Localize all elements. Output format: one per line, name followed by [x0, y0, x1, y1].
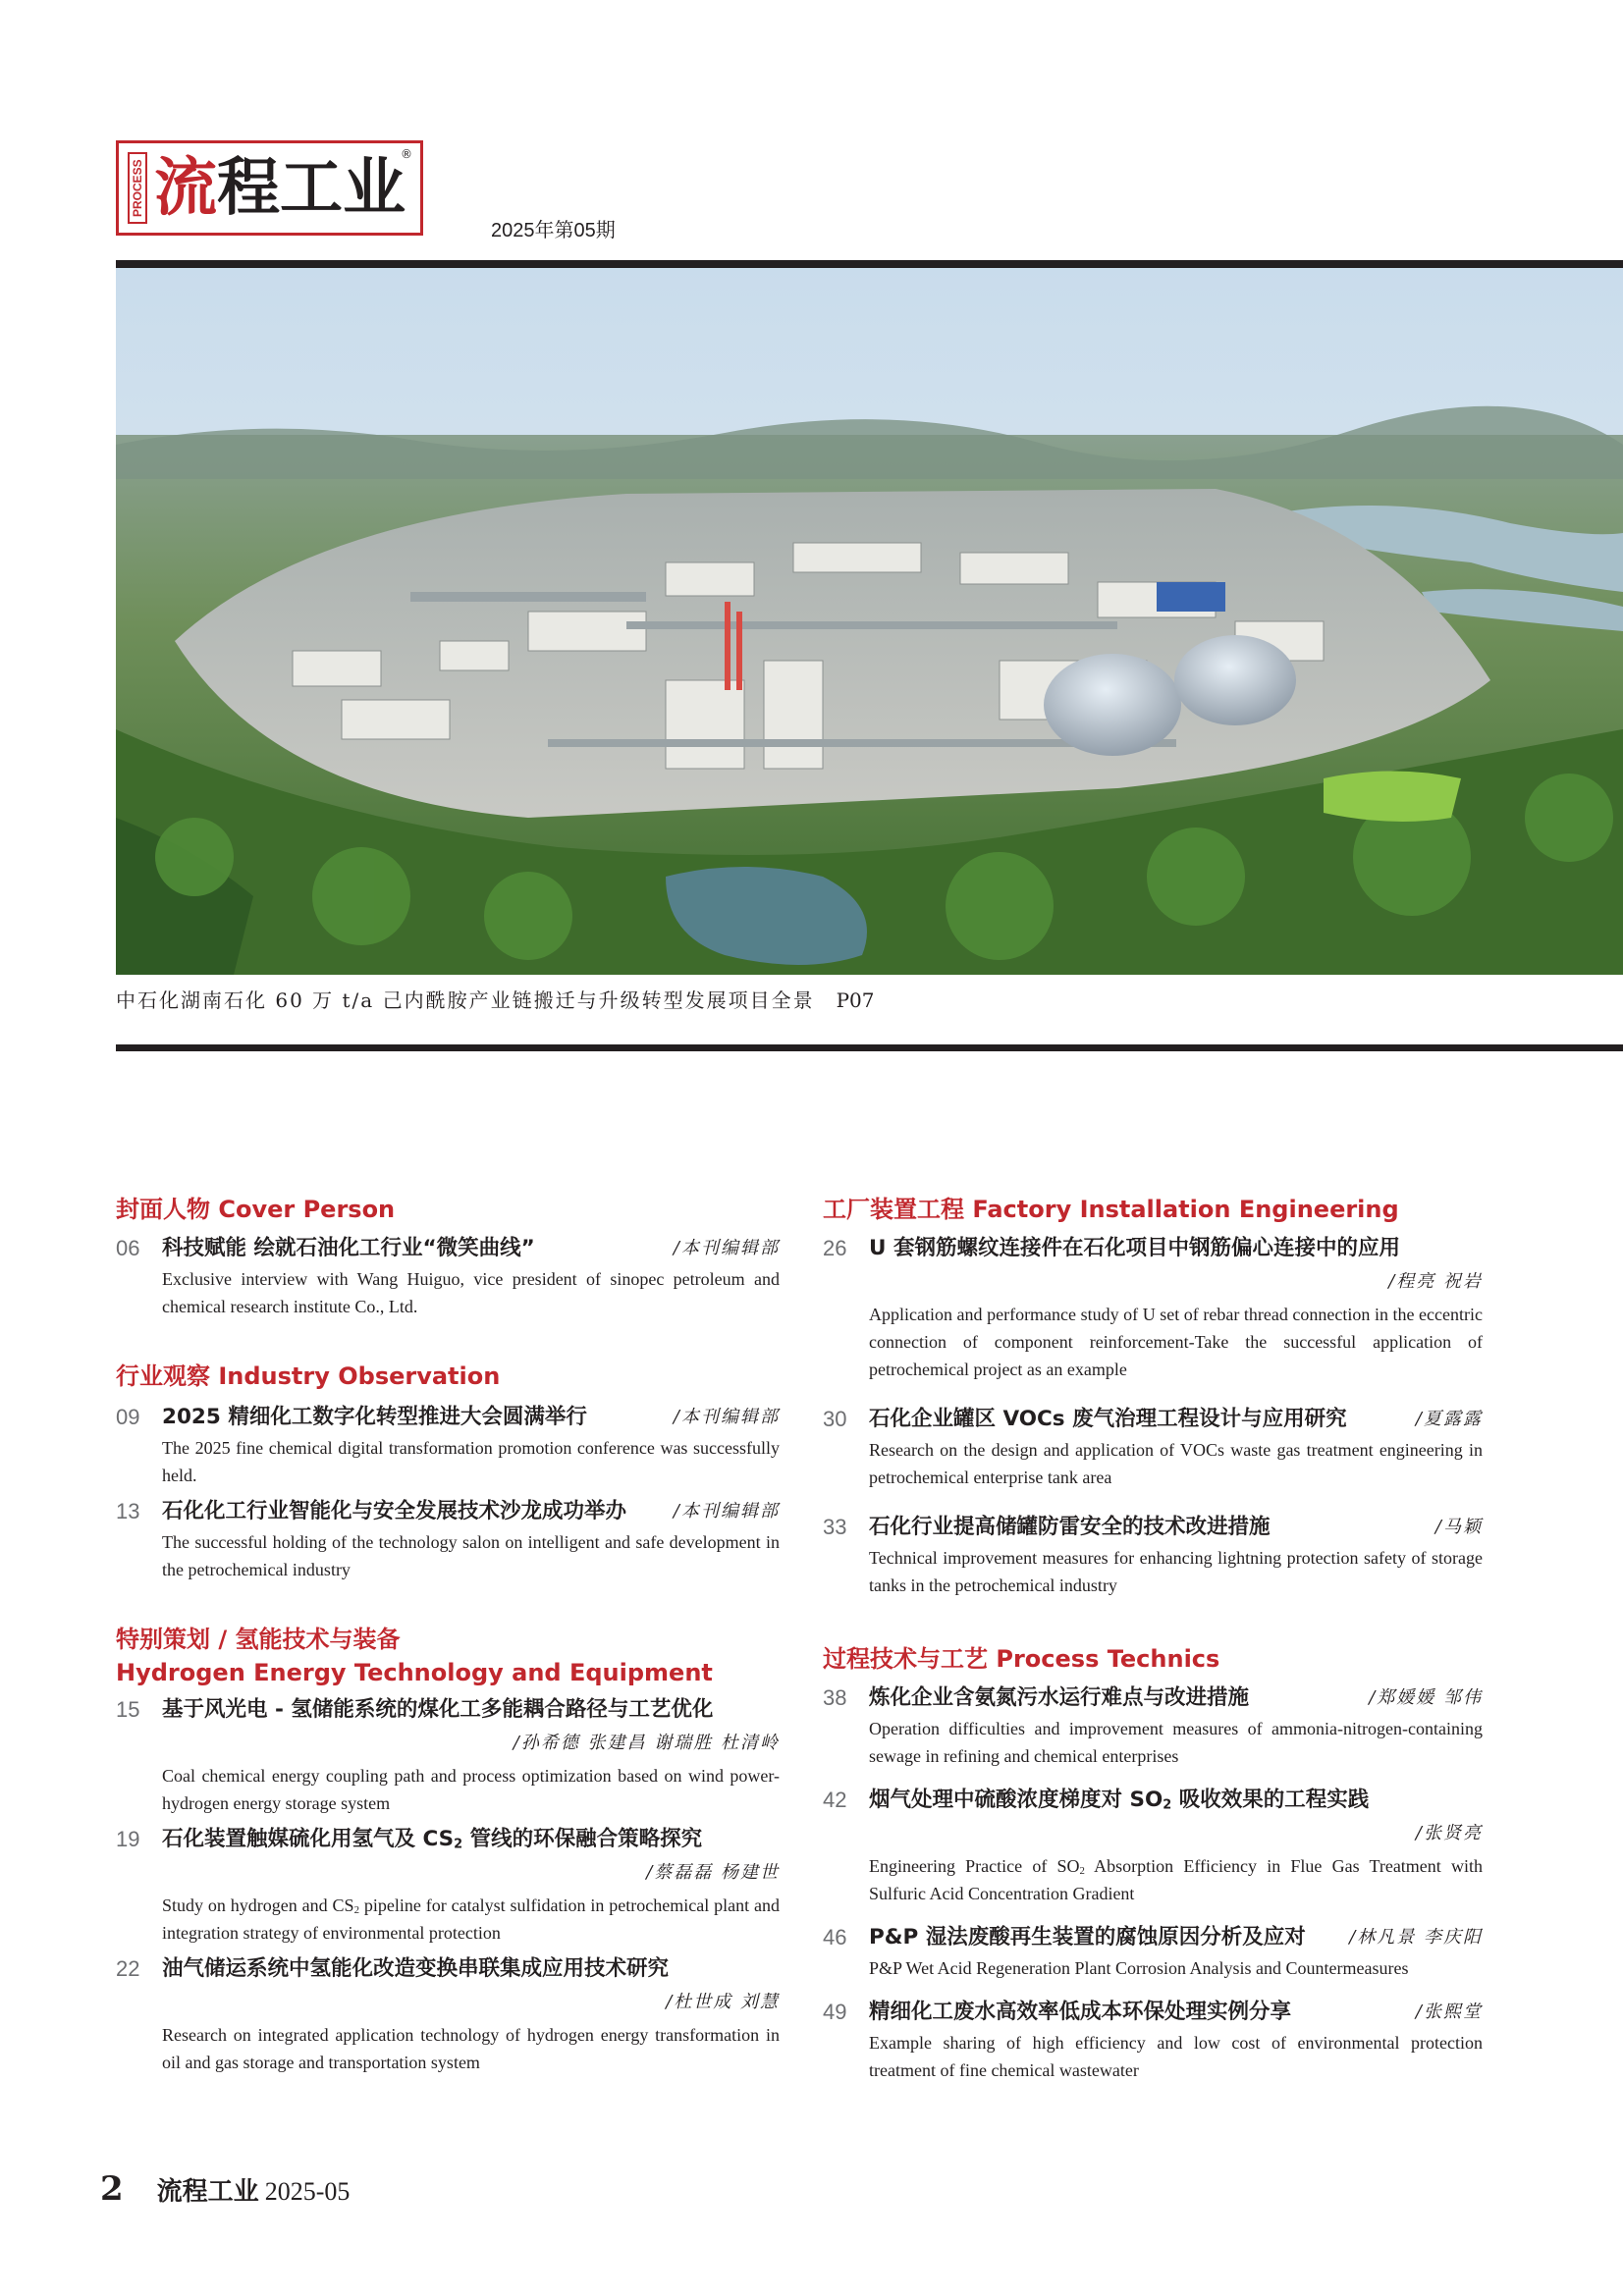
article-author: /程亮 祝岩 [1388, 1271, 1483, 1292]
toc-entry[interactable] [116, 1952, 780, 2076]
registered-mark: ® [401, 147, 412, 161]
cover-caption-page: P07 [836, 988, 875, 1012]
top-rule [116, 260, 1623, 268]
article-english-title: Technical improvement measures for enhancing lightning protection safety of storage tanks in the petrochemical industry [869, 1548, 1483, 1595]
article-author: /杜世成 刘慧 [666, 1992, 780, 2012]
article-english-title: Example sharing of high efficiency and low cost of environmental protection treatment of fine chemical wastewater [869, 2033, 1483, 2080]
page-number: 42 [823, 1788, 847, 1812]
article-title: 石化企业罐区 VOCs 废气治理工程设计与应用研究 [869, 1407, 1347, 1431]
article-english-title: Study on hydrogen and $CS_2$ pipeline for catalyst sulfidation in petrochemical plant and integration strategy of environmental protection [162, 1896, 780, 1943]
article-title: U 套钢筋螺纹连接件在石化项目中钢筋偏心连接中的应用 [869, 1236, 1400, 1260]
toc-entry[interactable] [823, 1403, 1483, 1491]
page-number: 06 [116, 1236, 140, 1260]
article-english-title: Operation difficulties and improvement measures of ammonia-nitrogen-containing sewage in refining and chemical enterprises [869, 1719, 1483, 1766]
page-footer [100, 2169, 350, 2209]
article-english-title: Application and performance study of U set of rebar thread connection in the eccentric connection of component reinforcement-Take the successful application of petrochemical project as an example [869, 1305, 1483, 1379]
footer-magazine-name: 流程工业 [156, 2177, 259, 2207]
article-title: 石化化工行业智能化与安全发展技术沙龙成功举办 [162, 1499, 627, 1523]
toc-entry[interactable] [116, 1495, 780, 1583]
cover-caption-text: 中石化湖南石化 60 万 t/a 己内酰胺产业链搬迁与升级转型发展项目全景 [116, 988, 815, 1012]
article-title: P&P 湿法废酸再生装置的腐蚀原因分析及应对 [869, 1925, 1306, 1949]
cover-photo [116, 268, 1623, 975]
article-title: 2025 精细化工数字化转型推进大会圆满举行 [162, 1405, 587, 1429]
article-english-title: Exclusive interview with Wang Huiguo, vice president of sinopec petroleum and chemical research institute Co., Ltd. [162, 1269, 780, 1316]
article-author: /孙希德 张建昌 谢瑞胜 杜清岭 [513, 1733, 780, 1753]
article-title: 科技赋能 绘就石油化工行业“微笑曲线” [162, 1236, 535, 1260]
article-title: 油气储运系统中氢能化改造变换串联集成应用技术研究 [162, 1956, 670, 1981]
toc-entry[interactable] [823, 1784, 1483, 1907]
article-english-title: Engineering Practice of $SO_2$ Absorption Efficiency in Flue Gas Treatment with Sulfuric Acid Concentration Gradient [869, 1856, 1483, 1903]
logo-title-red: 流 [154, 151, 217, 225]
toc-entry[interactable] [823, 1682, 1483, 1770]
logo-title-black: 程工业 [217, 151, 406, 225]
article-title: 精细化工废水高效率低成本环保处理实例分享 [869, 2000, 1292, 2024]
toc-entry[interactable] [823, 1921, 1483, 1982]
article-english-title: The successful holding of the technology salon on intelligent and safe development in the petrochemical industry [162, 1532, 780, 1579]
toc-entry[interactable] [823, 1232, 1483, 1383]
toc-entry[interactable] [116, 1401, 780, 1489]
footer-issue: 2025-05 [264, 2177, 351, 2206]
article-author: /林凡景 李庆阳 [1349, 1927, 1483, 1948]
article-author: /张贤亮 [1415, 1823, 1483, 1843]
article-english-title: Research on integrated application technology of hydrogen energy transformation in oil and gas storage and transportation system [162, 2025, 780, 2072]
page-number: 15 [116, 1697, 140, 1722]
cover-caption [116, 985, 874, 1013]
article-author: /夏露露 [1415, 1409, 1483, 1429]
page-number: 22 [116, 1956, 140, 1981]
article-author: /本刊编辑部 [673, 1501, 780, 1522]
toc-entry[interactable] [823, 1511, 1483, 1599]
page-number: 09 [116, 1405, 140, 1429]
article-title: 石化行业提高储罐防雷安全的技术改进措施 [869, 1515, 1271, 1539]
footer-page-number: 2 [100, 2169, 124, 2209]
page-number: 30 [823, 1407, 847, 1431]
page-number: 33 [823, 1515, 847, 1539]
page-number: 13 [116, 1499, 140, 1523]
page-number: 38 [823, 1685, 847, 1710]
article-english-title: P&P Wet Acid Regeneration Plant Corrosion Analysis and Countermeasures [869, 1958, 1409, 1978]
section-title-cover-person: 封面人物 Cover Person [116, 1196, 396, 1223]
section-title-hydrogen-special: 特别策划 / 氢能技术与装备 Hydrogen Energy Technology and Equipment [116, 1626, 713, 1686]
page-number: 19 [116, 1827, 140, 1851]
toc-entry[interactable] [116, 1823, 780, 1947]
article-english-title: Research on the design and application of VOCs waste gas treatment engineering in petrochemical enterprise tank area [869, 1440, 1483, 1487]
section-title-process-technics: 过程技术与工艺 Process Technics [823, 1645, 1220, 1673]
page-number: 46 [823, 1925, 847, 1949]
article-author: /蔡磊磊 杨建世 [646, 1862, 780, 1883]
magazine-logo [116, 140, 423, 236]
toc-entry[interactable] [116, 1232, 780, 1320]
toc-entry[interactable] [116, 1693, 780, 1817]
article-english-title: The 2025 fine chemical digital transformation promotion conference was successfully held. [162, 1438, 780, 1485]
article-title: 烟气处理中硫酸浓度梯度对 $SO_2$ 吸收效果的工程实践 [869, 1788, 1370, 1813]
contents-left-column [116, 1193, 780, 2076]
page-number: 49 [823, 2000, 847, 2024]
logo-process-label: PROCESS [128, 152, 147, 224]
contents-right-column [823, 1193, 1483, 2084]
toc-entry[interactable] [823, 1996, 1483, 2084]
page-number: 26 [823, 1236, 847, 1260]
article-author: /张熙堂 [1415, 2002, 1483, 2022]
article-title: 基于风光电 - 氢储能系统的煤化工多能耦合路径与工艺优化 [162, 1697, 714, 1722]
article-author: /本刊编辑部 [673, 1407, 780, 1427]
section-title-industry-observation: 行业观察 Industry Observation [116, 1362, 501, 1390]
logo-title [154, 149, 406, 228]
bottom-rule [116, 1044, 1623, 1051]
issue-number: 2025年第05期 [491, 220, 616, 241]
article-title: 石化装置触媒硫化用氢气及 $CS_2$ 管线的环保融合策略探究 [162, 1827, 703, 1852]
article-author: /马颖 [1434, 1517, 1483, 1537]
article-author: /郑媛媛 邹伟 [1369, 1687, 1483, 1708]
article-english-title: Coal chemical energy coupling path and process optimization based on wind power-hydrogen energy storage system [162, 1766, 780, 1813]
article-author: /本刊编辑部 [673, 1238, 780, 1258]
section-title-factory-installation: 工厂装置工程 Factory Installation Engineering [823, 1196, 1399, 1223]
article-title: 炼化企业含氨氮污水运行难点与改进措施 [869, 1685, 1250, 1710]
